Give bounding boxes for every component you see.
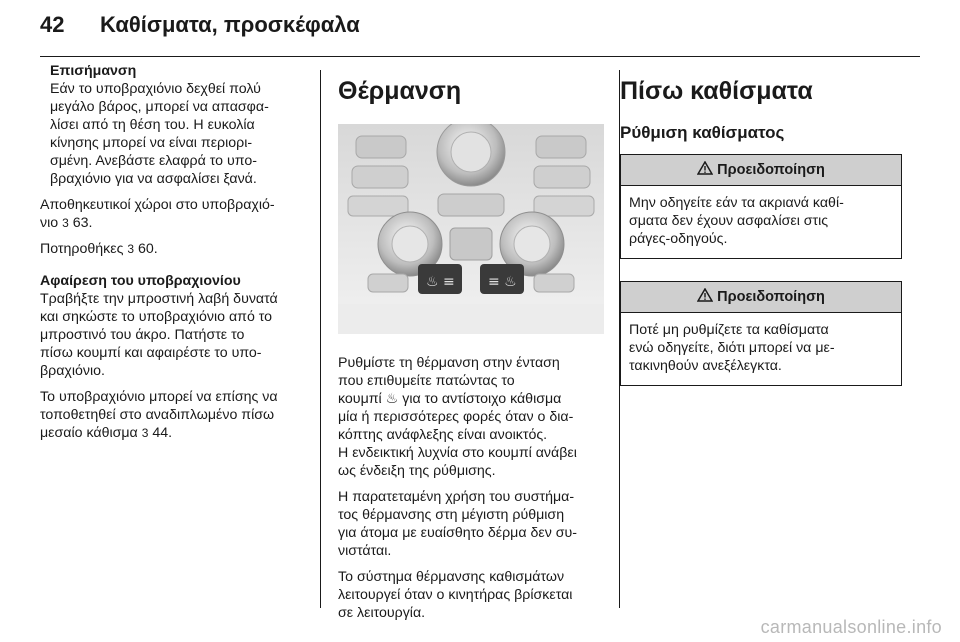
warning-line: ράγες-οδηγούς.	[629, 231, 728, 247]
note-line: σμένη. Ανεβάστε ελαφρά το υπο-	[50, 153, 257, 169]
column-1	[40, 62, 308, 450]
ref-arrow-icon: 3	[62, 216, 69, 230]
warning-header	[621, 282, 901, 313]
storage-ref: 63.	[72, 215, 93, 231]
heating-line: Η παρατεταμένη χρήση του συστήμα-	[338, 489, 575, 505]
heating-line: για άτομα με ευαίσθητο δέρμα δεν συ-	[338, 525, 577, 541]
heating-line: λειτουργεί όταν ο κινητήρας βρίσκεται	[338, 587, 573, 603]
heating-line: Το σύστημα θέρμανσης καθισμάτων	[338, 569, 565, 585]
heating-line: κόπτης ανάφλεξης είναι ανοικτός.	[338, 427, 548, 443]
warning-line: σματα δεν έχουν ασφαλίσει στις	[629, 213, 829, 229]
heating-line: Ρυθμίστε τη θέρμανση στην ένταση	[338, 355, 560, 371]
storage-paragraph	[40, 196, 308, 232]
seat-adjustment-subtitle: Ρύθμιση καθίσματος	[620, 123, 785, 142]
heating-line: κουμπί ♨ για το αντίστοιχο κάθισμα	[338, 391, 562, 407]
rear-line: τοποθετηθεί στο αναδιπλωμένο πίσω	[40, 407, 275, 423]
rear-seats-title: Πίσω καθίσματα	[620, 77, 813, 105]
removal-line: και σηκώστε το υποβραχιόνιο από το	[40, 309, 273, 325]
ref-arrow-icon: 3	[127, 242, 135, 256]
note-line: κίνησης μπορεί να είναι περιορι-	[50, 135, 253, 151]
ref-arrow-icon: 3	[141, 426, 149, 440]
heating-line: νιστάται.	[338, 543, 392, 559]
rear-line: Το υποβραχιόνιο μπορεί να επίσης να	[40, 389, 278, 405]
note-title: Επισήμανση	[50, 63, 137, 79]
rear-paragraph	[40, 388, 308, 442]
storage-line: Αποθηκευτικοί χώροι στο υποβραχιό-	[40, 197, 275, 213]
column-divider-left	[320, 70, 321, 608]
warning-body	[621, 313, 901, 385]
warning-box	[620, 281, 902, 386]
rear-ref: 44.	[152, 425, 173, 441]
note-line: λίσει από τη θέση του. Η ευκολία	[50, 117, 255, 133]
heating-paragraph-2	[338, 488, 604, 560]
note-line: Εάν το υποβραχιόνιο δεχθεί πολύ	[50, 81, 261, 97]
column-3	[620, 62, 902, 400]
warning-title: Προειδοποίηση	[717, 289, 825, 305]
note-line: βραχιόνιο για να ασφαλίσει ξανά.	[50, 171, 257, 187]
warning-line: ενώ οδηγείτε, διότι μπορεί να με-	[629, 340, 835, 356]
heating-paragraph-3	[338, 568, 604, 622]
column-2	[338, 62, 604, 630]
rear-text: μεσαίο κάθισμα	[40, 425, 138, 441]
page-number: 42	[40, 12, 65, 37]
svg-text:♨ ≡: ♨ ≡	[426, 274, 455, 290]
warning-line: Μην οδηγείτε εάν τα ακριανά καθί-	[629, 195, 844, 211]
heating-title: Θέρμανση	[338, 77, 462, 105]
cupholders-ref: 60.	[138, 241, 158, 257]
heating-line: σε λειτουργία.	[338, 605, 426, 621]
warning-triangle-icon	[697, 288, 713, 302]
removal-paragraph	[40, 272, 308, 380]
removal-line: βραχιόνιο.	[40, 363, 106, 379]
warning-triangle-icon	[697, 161, 713, 175]
svg-text:≡ ♨: ≡ ♨	[488, 274, 517, 290]
header-rule	[40, 56, 920, 57]
storage-line	[40, 214, 308, 232]
warning-line: Ποτέ μη ρυθμίζετε τα καθίσματα	[629, 322, 829, 338]
note-line: μεγάλο βάρος, μπορεί να απασφα-	[50, 99, 269, 115]
cupholders-text: Ποτηροθήκες	[40, 241, 124, 257]
warning-title: Προειδοποίηση	[717, 162, 825, 178]
heating-line: που επιθυμείτε πατώντας το	[338, 373, 515, 389]
warning-header	[621, 155, 901, 186]
heating-line: Η ενδεικτική λυχνία στο κουμπί ανάβει	[338, 445, 577, 461]
storage-text: νιο	[40, 215, 59, 231]
removal-title: Αφαίρεση του υποβραχιονίου	[40, 273, 241, 289]
removal-line: Τραβήξτε την μπροστινή λαβή δυνατά	[40, 291, 278, 307]
heating-line: τος θέρμανσης στη μέγιστη ρύθμιση	[338, 507, 565, 523]
note-box	[40, 62, 308, 188]
removal-line: πίσω κουμπί και αφαιρέστε το υπο-	[40, 345, 262, 361]
removal-line: μπροστινό του άκρο. Πατήστε το	[40, 327, 245, 343]
page-header	[40, 12, 360, 48]
rear-line	[40, 424, 308, 442]
heating-line: μία ή περισσότερες φορές όταν ο δια-	[338, 409, 574, 425]
heating-paragraph-1	[338, 354, 604, 480]
seat-heating-controls-photo	[338, 124, 604, 334]
chapter-title: Καθίσματα, προσκέφαλα	[100, 12, 360, 37]
warning-body	[621, 186, 901, 258]
warning-line: τακινηθούν ανεξέλεγκτα.	[629, 358, 782, 374]
cupholders-paragraph	[40, 240, 308, 258]
warning-box	[620, 154, 902, 259]
watermark: carmanualsonline.info	[760, 617, 942, 637]
heating-line: ως ένδειξη της ρύθμισης.	[338, 463, 496, 479]
